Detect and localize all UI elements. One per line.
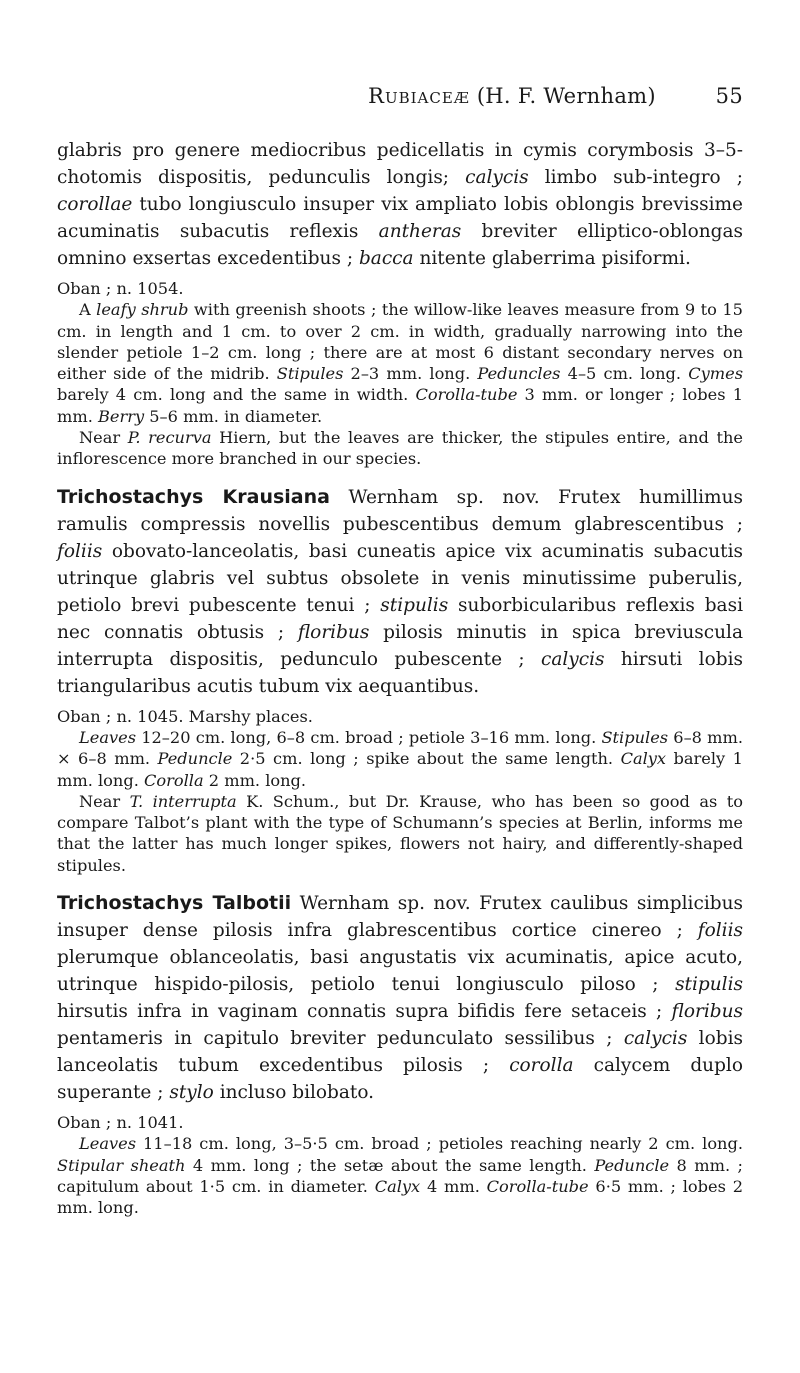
- species-diagnosis-krausiana: Trichostachys Krausiana Wernham sp. nov. Frutex humillimus ramulis compressis novellis pubescentibus demum glabrescentibus ; foliis obovato-lanceolatis, basi cuneatis apice vix acuminatis subacutis utrinque glabris vel subtus obsolete in venis minutissime puberulis, petiolo brevi pubescente tenui ; stipulis suborbicularibus reflexis basi nec connatis obtusis ; floribus pilosis minutis in spica breviuscula interrupta dispositis, pedunculo pubescente ; calycis hirsuti lobis triangularibus acutis tubum vix aequantibus.: [57, 485, 743, 697]
- running-title-family: Rubiaceæ: [368, 84, 470, 108]
- affinity-note: Near P. recurva Hiern, but the leaves are thicker, the stipules entire, and the inflorescence more branched in our species.: [57, 428, 743, 469]
- running-title: [368, 84, 656, 108]
- species-diagnosis-talbotii: Trichostachys Talbotii Wernham sp. nov. Frutex caulibus simplicibus insuper dense pilosis infra glabrescentibus cortice cinereo ; foliis plerumque oblanceolatis, basi angustatis vix acuminatis, apice acuto, utrinque hispido-pilosis, petiolo tenui longiusculo piloso ; stipulis hirsutis infra in vaginam connatis supra bifidis fere setaceis ; floribus pentameris in capitulo breviter pedunculato sessilibus ; calycis lobis lanceolatis tubum excedentibus pilosis ; corolla calycem duplo superante ; stylo incluso bilobato.: [57, 892, 743, 1104]
- page-body: [57, 137, 743, 1219]
- specimen-citation: Oban ; n. 1045. Marshy places.: [57, 706, 313, 726]
- species-name: Trichostachys Talbotii: [57, 892, 292, 915]
- diagnosis-continuation: glabris pro genere mediocribus pedicellatis in cymis corymbosis 3–5-chotomis dispositis, pedunculis longis; calycis limbo sub-integro ; corollae tubo longiusculo insuper vix ampliato lobis oblongis brevissime acuminatis subacutis reflexis antheras breviter elliptico-oblongas omnino exsertas excedentibus ; bacca nitente glaberrima pisiformi.: [57, 140, 743, 269]
- specimen-citation: Oban ; n. 1054.: [57, 279, 184, 298]
- specimen-citation: Oban ; n. 1041.: [57, 1113, 184, 1133]
- page-number: 55: [715, 84, 743, 108]
- description-paragraph: A leafy shrub with greenish shoots ; the willow-like leaves measure from 9 to 15 cm. in length and 1 cm. to over 2 cm. in width, gradually narrowing into the slender petiole 1–2 cm. long ; there are at most 6 distant secondary nerves on either side of the midrib. Stipules 2–3 mm. long. Peduncles 4–5 cm. long. Cymes barely 4 cm. long and the same in width. Corolla-tube 3 mm. or longer ; lobes 1 mm. Berry 5–6 mm. in diameter.: [57, 300, 744, 426]
- affinity-note: Near T. interrupta K. Schum., but Dr. Krause, who has been so good as to compare Talbot’s plant with the type of Schumann’s species at Berlin, informs me that the latter has much longer spikes, flowers not hairy, and differently-shaped stipules.: [57, 791, 743, 875]
- running-title-author: (H. F. Wernham): [469, 84, 656, 108]
- description-paragraph: Leaves 12–20 cm. long, 6–8 cm. broad ; petiole 3–16 mm. long. Stipules 6–8 mm. × 6–8 mm. Peduncle 2·5 cm. long ; spike about the same length. Calyx barely 1 mm. long. Corolla 2 mm. long.: [57, 727, 744, 790]
- running-header: [57, 84, 743, 118]
- species-name: Trichostachys Krausiana: [57, 485, 330, 508]
- description-paragraph: Leaves 11–18 cm. long, 3–5·5 cm. broad ; petioles reaching nearly 2 cm. long. Stipular sheath 4 mm. long ; the setæ about the same length. Peduncle 8 mm. ; capitulum about 1·5 cm. in diameter. Calyx 4 mm. Corolla-tube 6·5 mm. ; lobes 2 mm. long.: [57, 1134, 743, 1218]
